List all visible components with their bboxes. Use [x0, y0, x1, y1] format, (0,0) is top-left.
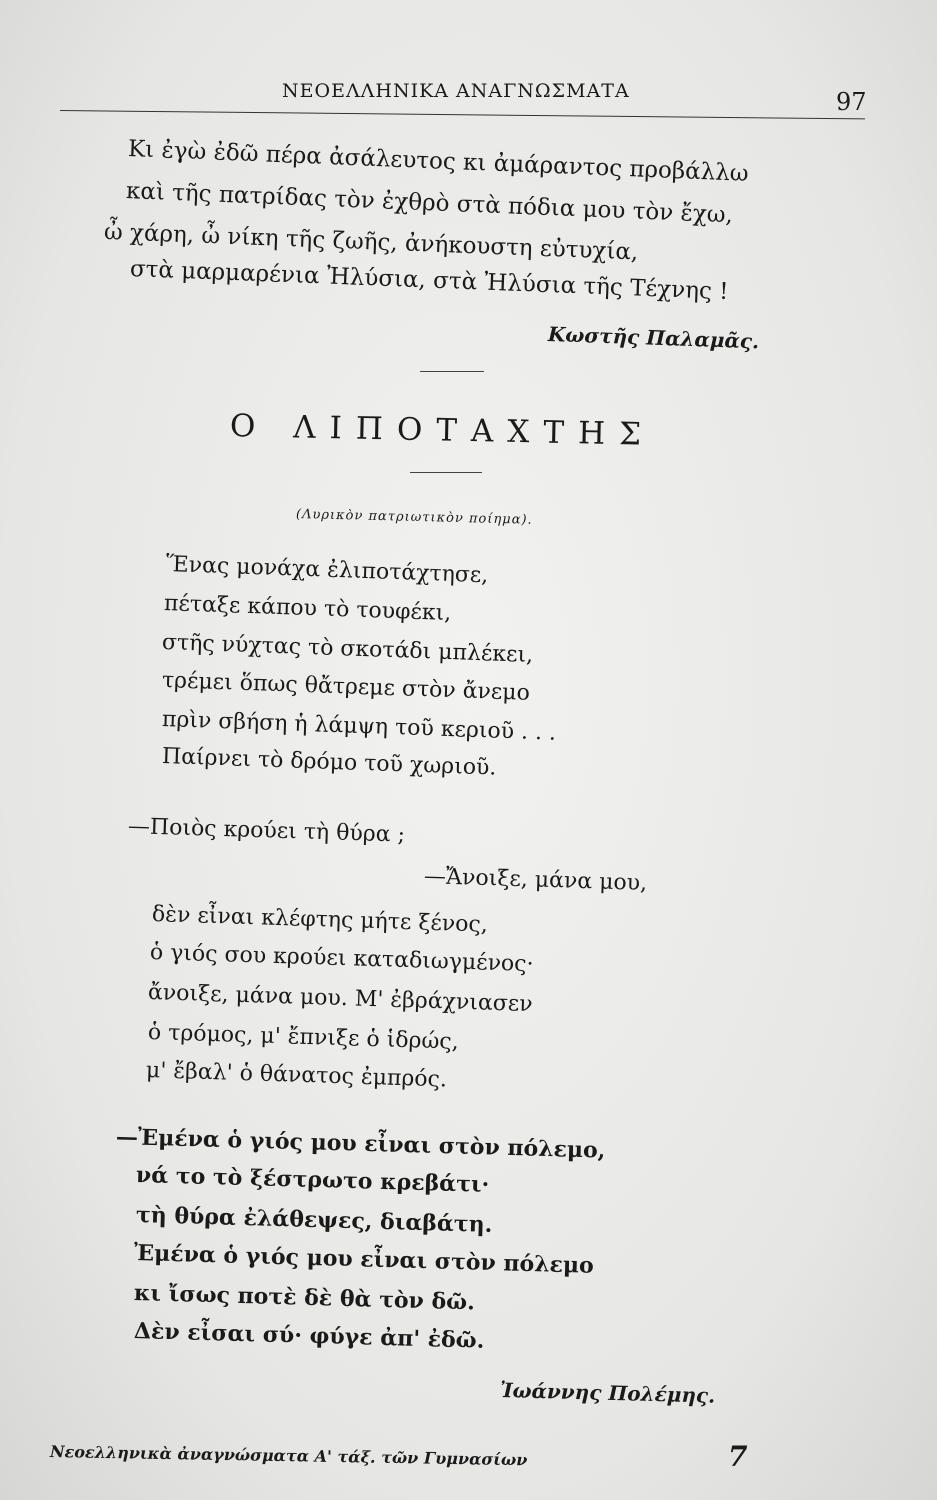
section-divider [420, 371, 484, 372]
poem-line: Ἐμένα ὁ γιός μου εἶναι στὸν πόλεμο [133, 1240, 595, 1279]
poem-subtitle: (Λυρικὸν πατριωτικὸν ποίημα). [295, 507, 533, 528]
poem-line: ὁ τρόμος, μ' ἔπνιξε ὁ ἱδρώς, [147, 1020, 460, 1055]
poem-line: στὰ μαρμαρένια Ἠλύσια, στὰ Ἠλύσια τῆς Τέχνης ! [129, 256, 729, 305]
poem-line: Ἕνας μονάχα ἐλιποτάχτησε, [165, 552, 489, 589]
poem-line: ἄνοιξε, μάνα μου. Μ' ἐβράχνιασεν [147, 980, 533, 1018]
poem-line: τὴ θύρα ἐλάθεψες, διαβάτη. [135, 1202, 493, 1238]
printer-signature-mark: 7 [728, 1440, 748, 1473]
poem-line: τρέμει ὅπως θἄτρεμε στὸν ἄνεμο [161, 668, 531, 706]
poem-line: ὦ χάρη, ὦ νίκη τῆς ζωῆς, ἀνήκουστη εὐτυχία, [103, 219, 639, 266]
header-rule [60, 110, 865, 119]
poem-line: Δὲν εἶσαι σύ· φύγε ἀπ' ἐδῶ. [133, 1318, 485, 1354]
poem-line: στῆς νύχτας τὸ σκοτάδι μπλέκει, [161, 630, 534, 668]
running-head: ΝΕΟΕΛΛΗΝΙΚΑ ΑΝΑΓΝΩΣΜΑΤΑ [282, 80, 630, 102]
poem2-author: Ἰωάννης Πολέμης. [499, 1378, 716, 1408]
poem-line: —Ποιὸς κρούει τὴ θύρα ; [127, 814, 406, 848]
poem1-author: Κωστῆς Παλαμᾶς. [547, 322, 760, 354]
poem-line: —Ἄνοιξε, μάνα μου, [423, 864, 648, 897]
poem-line: —Ἐμένα ὁ γιός μου εἶναι στὸν πόλεμο, [115, 1124, 606, 1164]
poem-line: δὲν εἶναι κλέφτης μήτε ξένος, [151, 902, 489, 938]
poem-line: ὁ γιός σου κρούει καταδιωγμένος· [149, 940, 534, 978]
poem-line: πρὶν σβήση ἡ λάμψη τοῦ κεριοῦ . . . [161, 707, 557, 746]
title-rule [410, 472, 482, 473]
footer-signature-line: Νεοελληνικὰ ἀναγνώσματα Α' τάξ. τῶν Γυμνασίων [49, 1442, 528, 1470]
poem-title: Ο ΛΙΠΟΤΑΧΤΗΣ [229, 408, 656, 453]
page-number: 97 [836, 88, 867, 116]
poem-line: Παίρνει τὸ δρόμο τοῦ χωριοῦ. [161, 744, 497, 781]
poem-line: καὶ τῆς πατρίδας τὸν ἐχθρὸ στὰ πόδια μου τὸν ἔχω, [125, 178, 734, 229]
poem-line: νά το τὸ ξέστρωτο κρεβάτι· [135, 1162, 490, 1198]
poem-line: πέταξε κάπου τὸ τουφέκι, [163, 591, 452, 627]
poem-line: κι ἴσως ποτὲ δὲ θὰ τὸν δῶ. [133, 1280, 476, 1316]
poem-line: μ' ἔβαλ' ὁ θάνατος ἐμπρός. [145, 1058, 448, 1093]
poem-line: Κι ἐγὼ ἐδῶ πέρα ἀσάλευτος κι ἀμάραντος προβάλλω [127, 136, 750, 187]
